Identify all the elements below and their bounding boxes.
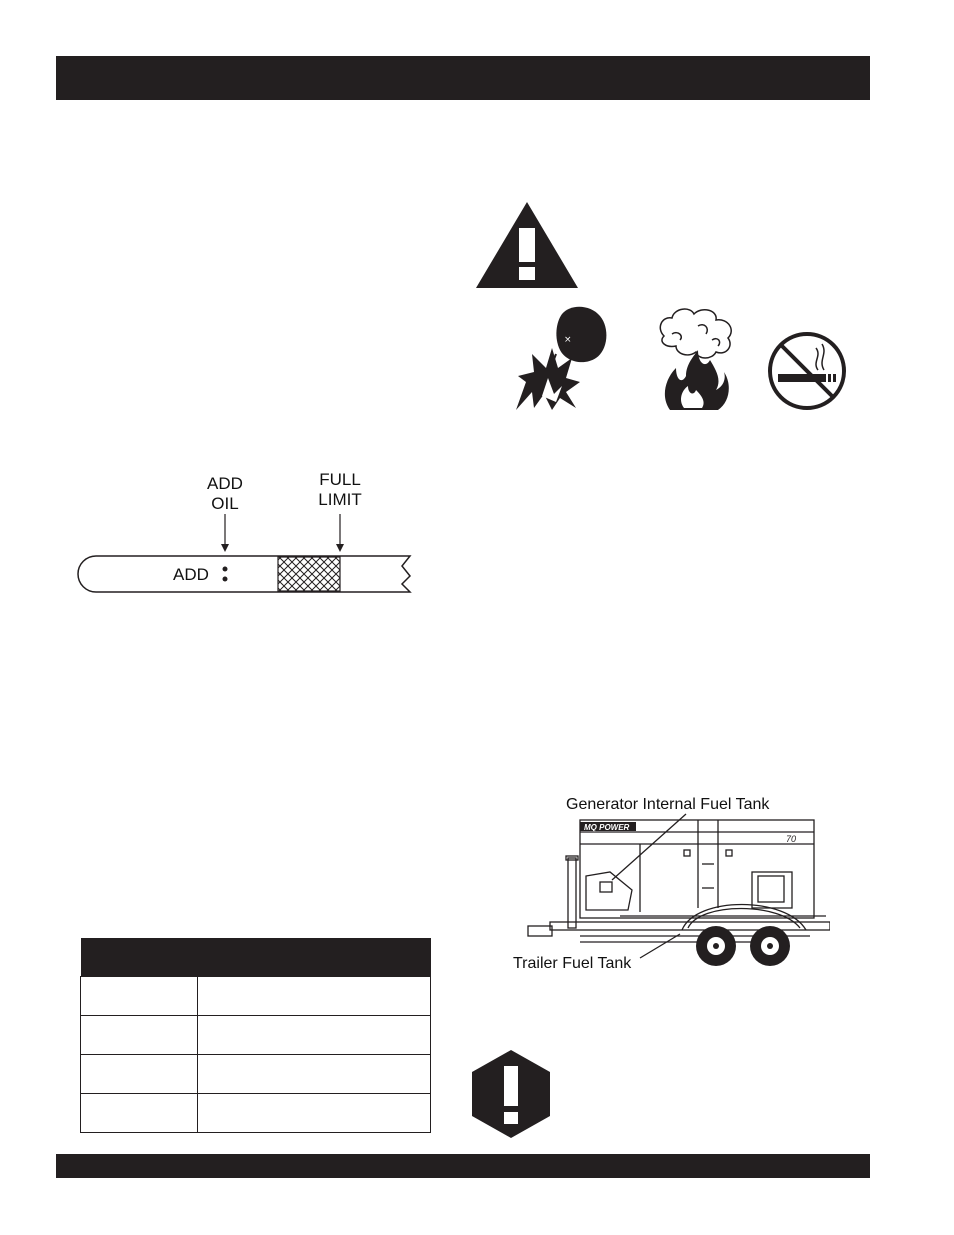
dipstick-diagram [76, 514, 416, 596]
table-header-cell [198, 938, 431, 977]
internal-fuel-tank-label: Generator Internal Fuel Tank [566, 796, 770, 813]
table-cell [81, 1016, 198, 1055]
notice-hexagon-icon [470, 1048, 552, 1140]
add-oil-label: ADD OIL [207, 474, 243, 513]
full-limit-label: FULL LIMIT [318, 470, 362, 509]
page-footer-bar [56, 1154, 870, 1178]
trailer-fuel-tank-label: Trailer Fuel Tank [513, 955, 632, 972]
dipstick-add-text: ADD [173, 565, 209, 584]
table-cell [198, 977, 431, 1016]
explosion-icon [512, 302, 612, 412]
page-header-bar [56, 56, 870, 100]
no-smoking-icon [766, 330, 848, 412]
table-header-cell [81, 938, 198, 977]
generator-trailer-diagram [520, 812, 830, 972]
table-row [81, 1094, 431, 1133]
model-number-text: 70 [786, 834, 797, 844]
fire-icon [650, 306, 742, 410]
spec-table [80, 938, 431, 1133]
table-row [81, 977, 431, 1016]
brand-logo-text: MQ POWER [584, 823, 630, 832]
table-cell [81, 1094, 198, 1133]
svg-text:×: × [564, 335, 572, 345]
table-cell [81, 977, 198, 1016]
table-row [81, 1055, 431, 1094]
spec-table-header [81, 938, 431, 977]
table-cell [198, 1016, 431, 1055]
table-cell [81, 1055, 198, 1094]
warning-triangle-icon [474, 200, 580, 290]
table-cell [198, 1094, 431, 1133]
table-row [81, 1016, 431, 1055]
table-cell [198, 1055, 431, 1094]
